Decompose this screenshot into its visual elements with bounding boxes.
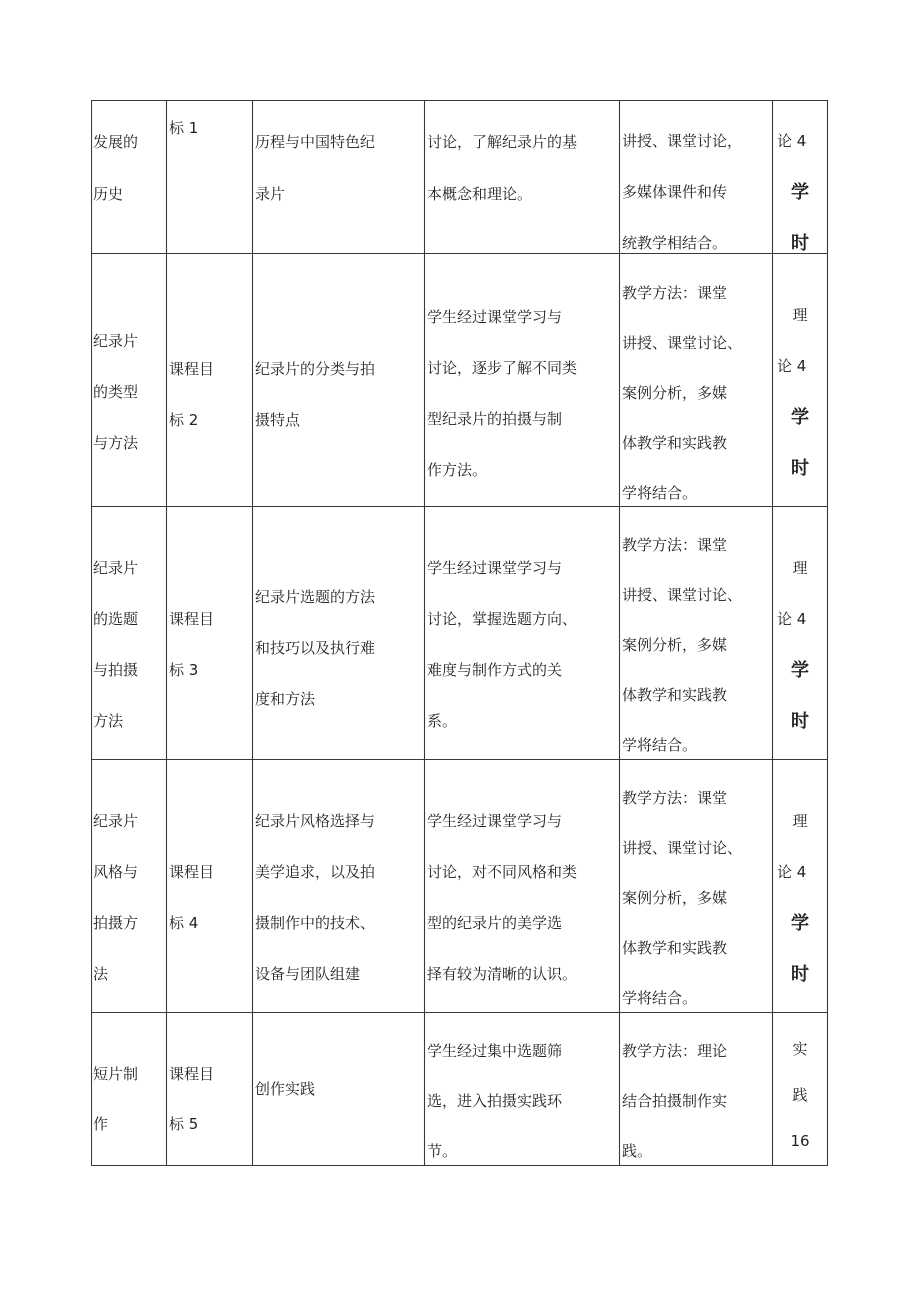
row-topic: 纪录片 风格与 拍摄方 法: [93, 812, 139, 983]
row-hours: 论 4 学 时: [777, 132, 809, 254]
row-requirement: 学生经过课堂学习与 讨论，对不同风格和类 型的纪录片的美学选 择有较为清晰的认识。: [427, 812, 578, 983]
row-content: 历程与中国特色纪 录片: [255, 133, 376, 203]
row-objective: 课程目 标 4: [169, 863, 215, 932]
row-method: 教学方法：课堂 讲授、课堂讨论、 案例分析，多媒 体教学和实践教 学将结合。: [622, 789, 743, 1007]
row-method: 教学方法：理论 结合拍摄制作实 践。: [622, 1042, 728, 1160]
row-method: 教学方法：课堂 讲授、课堂讨论、 案例分析，多媒 体教学和实践教 学将结合。: [622, 536, 743, 754]
row-requirement: 学生经过集中选题筛 选，进入拍摄实践环 节。: [427, 1042, 563, 1160]
row-topic: 纪录片 的选题 与拍摄 方法: [93, 559, 139, 730]
row-topic: 纪录片 的类型 与方法: [93, 332, 139, 452]
row-hours: 实 践 16: [790, 1040, 810, 1150]
row-content: 纪录片选题的方法 和技巧以及执行难 度和方法: [255, 588, 376, 708]
row-method: 教学方法：课堂 讲授、课堂讨论、 案例分析，多媒 体教学和实践教 学将结合。: [622, 284, 743, 502]
row-objective: 课程目 标 2: [169, 360, 215, 429]
row-hours: 理 论 4 学 时: [777, 559, 809, 732]
row-objective: 课程目 标 3: [169, 610, 215, 679]
row-requirement: 讨论，了解纪录片的基 本概念和理论。: [427, 133, 578, 203]
row-objective: 课程目 标 5: [169, 1065, 215, 1133]
row-hours: 理 论 4 学 时: [777, 306, 809, 479]
row-method: 讲授、课堂讨论， 多媒体课件和传 统教学相结合。: [622, 132, 743, 252]
row-content: 创作实践: [255, 1080, 316, 1098]
row-topic: 短片制 作: [93, 1065, 139, 1133]
row-topic: 发展的 历史: [93, 133, 139, 203]
row-objective: 标 1: [169, 119, 199, 137]
row-content: 纪录片的分类与拍 摄特点: [255, 360, 376, 429]
row-content: 纪录片风格选择与 美学追求，以及拍 摄制作中的技术、 设备与团队组建: [255, 812, 376, 983]
row-requirement: 学生经过课堂学习与 讨论，逐步了解不同类 型纪录片的拍摄与制 作方法。: [427, 308, 578, 479]
row-requirement: 学生经过课堂学习与 讨论，掌握选题方向、 难度与制作方式的关 系。: [427, 559, 578, 730]
row-hours: 理 论 4 学 时: [777, 812, 809, 985]
